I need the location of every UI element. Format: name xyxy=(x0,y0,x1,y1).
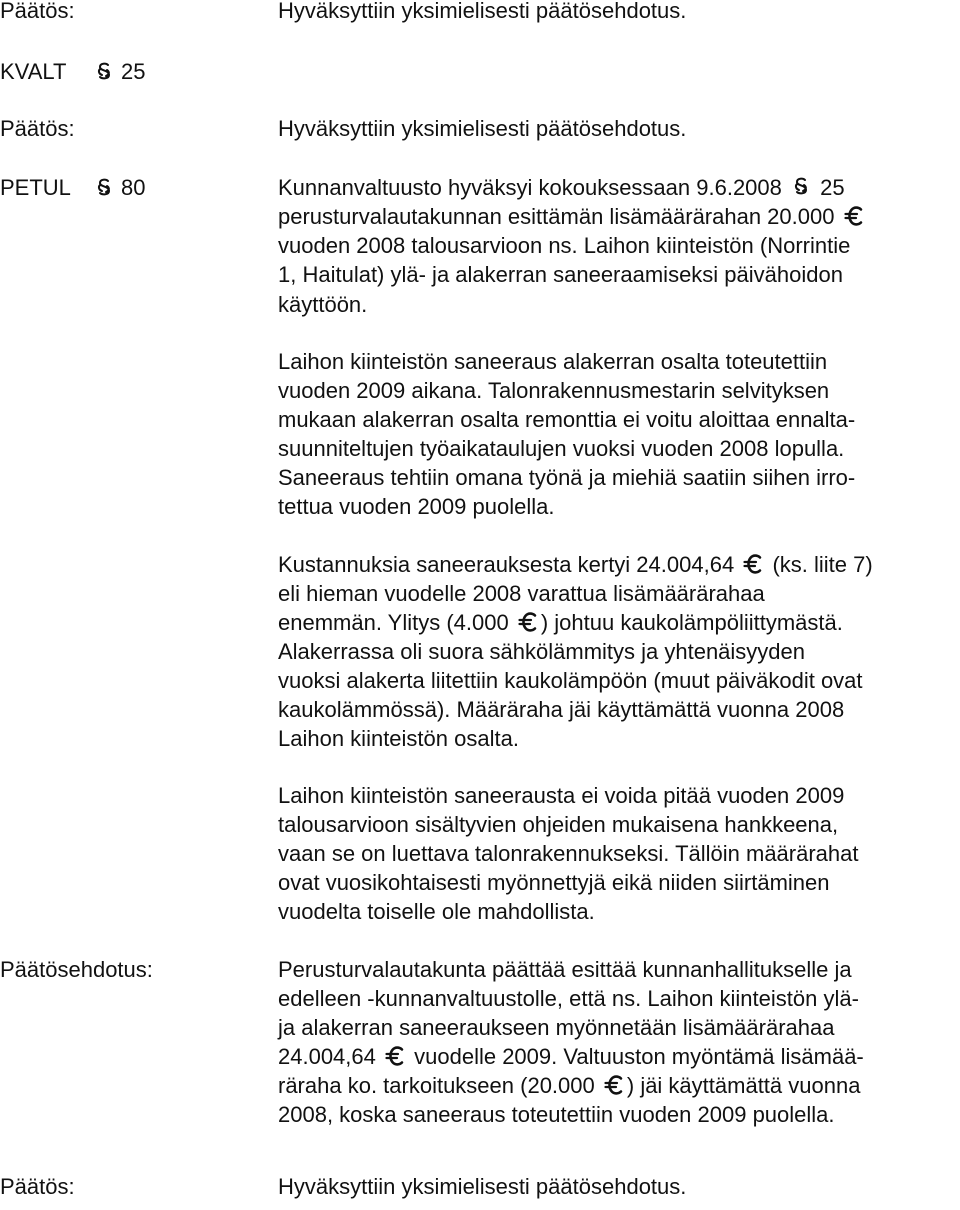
paragraph-line: mukaan alakerran osalta remonttia ei voitu aloittaa ennalta- xyxy=(278,407,856,432)
paragraph-line: 1, Haitulat) ylä- ja alakerran saneeraamiseksi päivähoidon xyxy=(278,262,843,287)
section-sign-icon xyxy=(790,175,812,199)
paragraph-line: Laihon kiinteistön saneeraus alakerran osalta toteutettiin xyxy=(278,349,828,374)
euro-icon xyxy=(603,1073,625,1097)
section-number-kvalt: 25 xyxy=(121,59,146,84)
paragraph-line: Kunnanvaltuusto hyväksyi kokouksessaan 9.6.2008 25 xyxy=(278,175,845,200)
euro-icon xyxy=(742,552,764,576)
paragraph-line: tettua vuoden 2009 puolella. xyxy=(278,494,555,519)
decision-label: Päätös: xyxy=(0,1174,75,1199)
euro-icon xyxy=(384,1044,406,1068)
decision-text: Hyväksyttiin yksimielisesti päätösehdotus. xyxy=(278,0,687,23)
paragraph-line: kaukolämmössä). Määräraha jäi käyttämättä vuonna 2008 xyxy=(278,697,845,722)
decision-text: Hyväksyttiin yksimielisesti päätösehdotus. xyxy=(278,1174,687,1199)
paragraph-line: vuodelta toiselle ole mahdollista. xyxy=(278,899,595,924)
paragraph-line: suunniteltujen työaikataulujen vuoksi vuoden 2008 lopulla. xyxy=(278,436,845,461)
section-number-petul: 80 xyxy=(121,175,146,200)
paragraph-line: käyttöön. xyxy=(278,292,368,317)
paragraph-line: vuoden 2008 talousarvioon ns. Laihon kiinteistön (Norrintie xyxy=(278,233,851,258)
decision-label: Päätös: xyxy=(0,0,75,23)
paragraph-line: Alakerrassa oli suora sähkölämmitys ja yhtenäisyyden xyxy=(278,639,806,664)
decision-text: Hyväksyttiin yksimielisesti päätösehdotus. xyxy=(278,116,687,141)
section-code-kvalt: KVALT xyxy=(0,59,67,84)
paragraph-line: Saneeraus tehtiin omana työnä ja miehiä saatiin siihen irro- xyxy=(278,465,856,490)
section-sign-icon xyxy=(93,60,115,84)
paragraph-line: ja alakerran saneeraukseen myönnetään lisämäärärahaa xyxy=(278,1015,835,1040)
decision-label: Päätös: xyxy=(0,116,75,141)
euro-icon xyxy=(517,610,539,634)
paragraph-line: eli hieman vuodelle 2008 varattua lisämäärärahaa xyxy=(278,581,765,606)
section-code-petul: PETUL xyxy=(0,175,71,200)
paragraph-line: vuoksi alakerta liitettiin kaukolämpöön (muut päiväkodit ovat xyxy=(278,668,863,693)
proposal-label: Päätösehdotus: xyxy=(0,957,153,982)
euro-icon xyxy=(843,204,865,228)
paragraph-line: edelleen -kunnanvaltuustolle, että ns. Laihon kiinteistön ylä- xyxy=(278,986,859,1011)
paragraph-line: vaan se on luettava talonrakennukseksi. Tällöin määrärahat xyxy=(278,841,859,866)
paragraph-line: Kustannuksia saneerauksesta kertyi 24.004,64 (ks. liite 7) xyxy=(278,552,873,577)
section-sign-icon xyxy=(93,176,115,200)
paragraph-line: Laihon kiinteistön osalta. xyxy=(278,726,519,751)
paragraph-line: enemmän. Ylitys (4.000 ) johtuu kaukolämpöliittymästä. xyxy=(278,610,843,635)
paragraph-line: perusturvalautakunnan esittämän lisämäärärahan 20.000 xyxy=(278,202,867,232)
paragraph-line: 2008, koska saneeraus toteutettiin vuoden 2009 puolella. xyxy=(278,1102,835,1127)
paragraph-line: ovat vuosikohtaisesti myönnettyjä eikä niiden siirtäminen xyxy=(278,870,830,895)
paragraph-line: Laihon kiinteistön saneerausta ei voida pitää vuoden 2009 xyxy=(278,783,845,808)
paragraph-line: 24.004,64 vuodelle 2009. Valtuuston myöntämä lisämää- xyxy=(278,1044,864,1069)
paragraph-line: talousarvioon sisältyvien ohjeiden mukaisena hankkeena, xyxy=(278,812,839,837)
paragraph-line: Perusturvalautakunta päättää esittää kunnanhallitukselle ja xyxy=(278,957,852,982)
paragraph-line: vuoden 2009 aikana. Talonrakennusmestarin selvityksen xyxy=(278,378,830,403)
paragraph-line: räraha ko. tarkoitukseen (20.000 ) jäi käyttämättä vuonna xyxy=(278,1073,861,1098)
